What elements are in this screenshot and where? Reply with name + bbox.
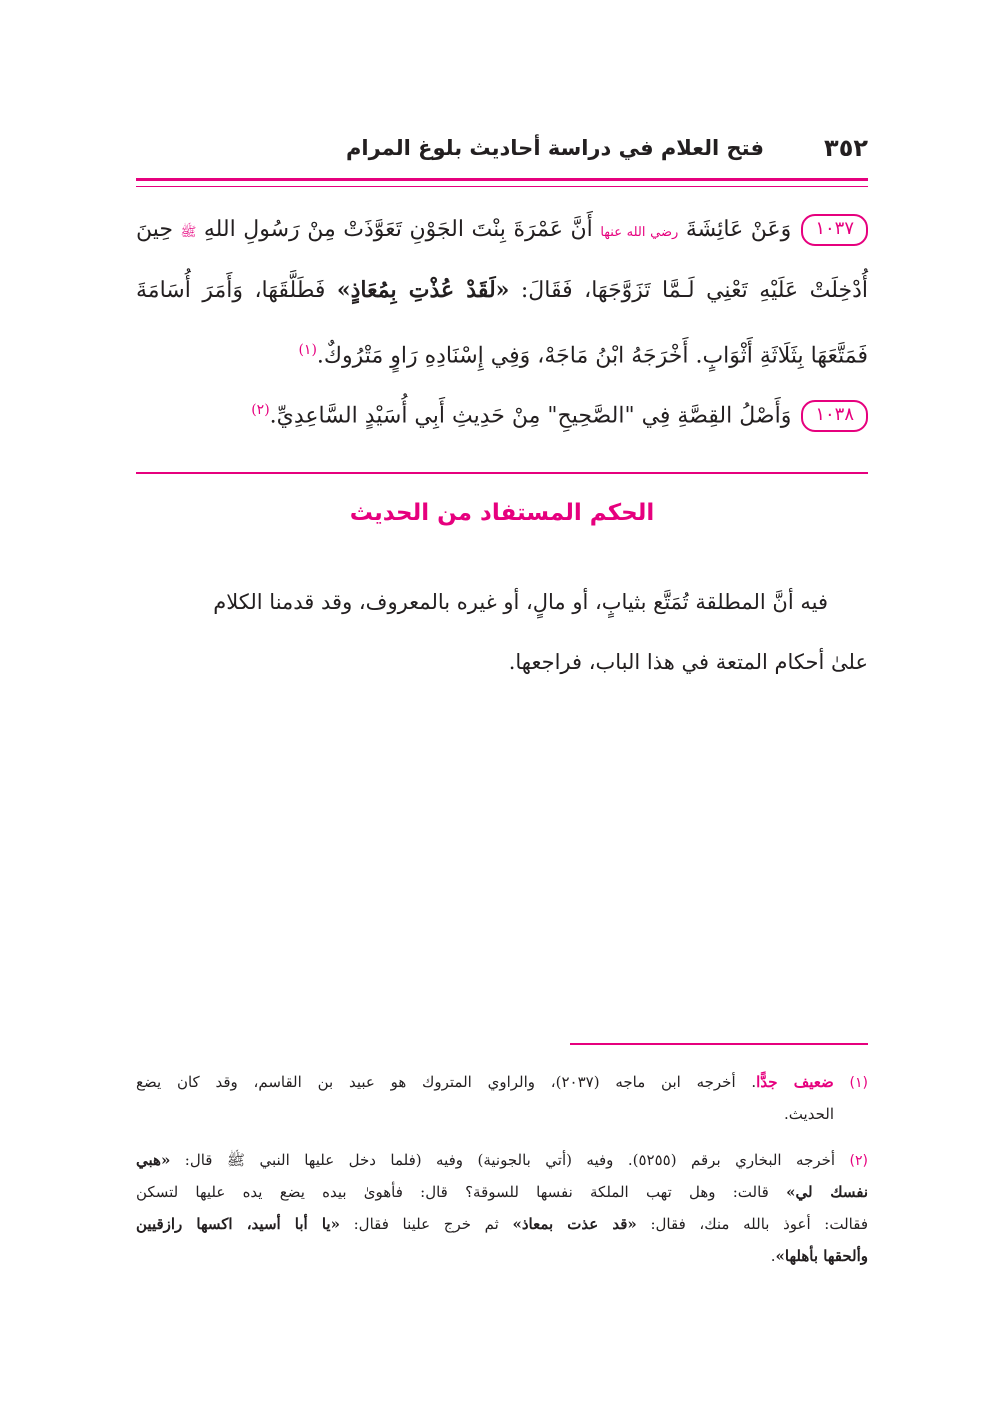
footnote-2-line-2 (136, 1176, 868, 1208)
footnote-quote: نفسك لي» (786, 1183, 868, 1201)
footnote-ref[interactable]: (٢) (251, 402, 270, 418)
hadith-text: فَمَتَّعَهَا بِثَلَاثَةِ أَثْوَابٍ. أَخْرَجَهُ ابْنُ مَاجَهْ، وَفِي إِسْنَادِهِ رَاوٍ مَتْرُوكٌ. (316, 343, 868, 369)
footnote-text: فقالت: أعوذ بالله منك، فقال: (636, 1215, 868, 1233)
hadith-text: أَنَّ عَمْرَةَ بِنْتَ الجَوْنِ تَعَوَّذَتْ مِنْ رَسُولِ اللهِ (203, 217, 593, 242)
hadith-1037-line-2 (136, 260, 868, 320)
footnote-gap (136, 1130, 868, 1144)
ruling-text (136, 572, 868, 692)
footnote-quote: «هبي (136, 1151, 171, 1169)
footnote-2-line-1 (136, 1144, 868, 1176)
running-head (136, 124, 868, 172)
footnote-quote: «يا أبا أسيد، اكسها رازقيين (136, 1215, 340, 1233)
header-rule-thin (136, 186, 868, 187)
hadith-text: حِينَ (136, 217, 173, 242)
footnote-text: قالت: وهل تهب الملكة نفسها للسوقة؟ قال: فأهوىٰ بيده يضع يده عليها لتسكن (136, 1183, 787, 1201)
footnote-text: ثم خرج علينا فقال: (339, 1215, 513, 1233)
footnote-quote: «قد عذت بمعاذ» (512, 1215, 637, 1233)
footnote-1-line-1 (136, 1066, 868, 1098)
hadith-text: فَطَلَّقَهَا، وَأَمَرَ أُسَامَةَ (136, 278, 337, 303)
footnote-2-line-4 (136, 1240, 868, 1272)
hadith-1037-line-3 (136, 320, 868, 380)
header-rule-thick (136, 178, 868, 181)
hadith-text: وَأَصْلُ القِصَّةِ فِي (641, 403, 792, 429)
ruling-line: علىٰ أحكام المتعة في هذا الباب، فراجعها. (508, 650, 868, 674)
source-name: "الصَّحِيحِ" (547, 403, 635, 429)
hadith-grade: ضعيف جدًّا (756, 1073, 834, 1091)
honorific: ﷺ (180, 225, 197, 240)
footnote-text: . أخرجه ابن ماجه (٢٠٣٧)، والراوي المتروك هو عبيد بن القاسم، وقد كان يضع (136, 1073, 757, 1091)
hadith-text: مِنْ حَدِيثِ أَبِي أُسَيْدٍ السَّاعِدِيِّ. (269, 403, 541, 429)
hadith-1038-line (136, 380, 868, 440)
page-number: ٣٥٢ (824, 134, 868, 162)
hadith-number-badge: ١٠٣٨ (801, 400, 868, 432)
section-divider (136, 472, 868, 474)
prophet-quote: «لَقَدْ عُذْتِ بِمُعَاذٍ» (336, 277, 510, 303)
footnote-text: الحديث. (784, 1105, 834, 1123)
footnote-quote: وألحقها بأهلها» (775, 1247, 868, 1265)
book-title: فتح العلام في دراسة أحاديث بلوغ المرام (346, 136, 764, 160)
footnote-1-line-2 (136, 1098, 868, 1130)
footnote-number: (١) (849, 1075, 868, 1091)
hadith-block (136, 200, 868, 440)
footnote-text: . (770, 1247, 776, 1265)
honorific: رضي الله عنها (600, 225, 679, 240)
hadith-1037-line-1 (136, 200, 868, 260)
footnote-text: أخرجه البخاري برقم (٥٢٥٥). وفيه (أتي بالجونية) وفيه (فلما دخل عليها النبي ﷺ قال: (170, 1151, 836, 1169)
section-title: الحكم المستفاد من الحديث (349, 500, 655, 526)
footnote-2-line-3 (136, 1208, 868, 1240)
footnote-number: (٢) (849, 1153, 868, 1169)
footnotes (136, 1066, 868, 1272)
footnote-ref[interactable]: (١) (298, 342, 317, 358)
footnote-rule (570, 1043, 868, 1045)
hadith-text: وَعَنْ عَائِشَةَ (685, 217, 792, 242)
hadith-number-badge: ١٠٣٧ (801, 214, 868, 246)
ruling-line: فيه أنَّ المطلقة تُمَتَّع بثيابٍ، أو مالٍ، أو غيره بالمعروف، وقد قدمنا الكلام (213, 590, 828, 614)
hadith-text: أُدْخِلَتْ عَلَيْهِ تَعْنِي لَـمَّا تَزَوَّجَهَا، فَقَالَ: (509, 278, 869, 303)
